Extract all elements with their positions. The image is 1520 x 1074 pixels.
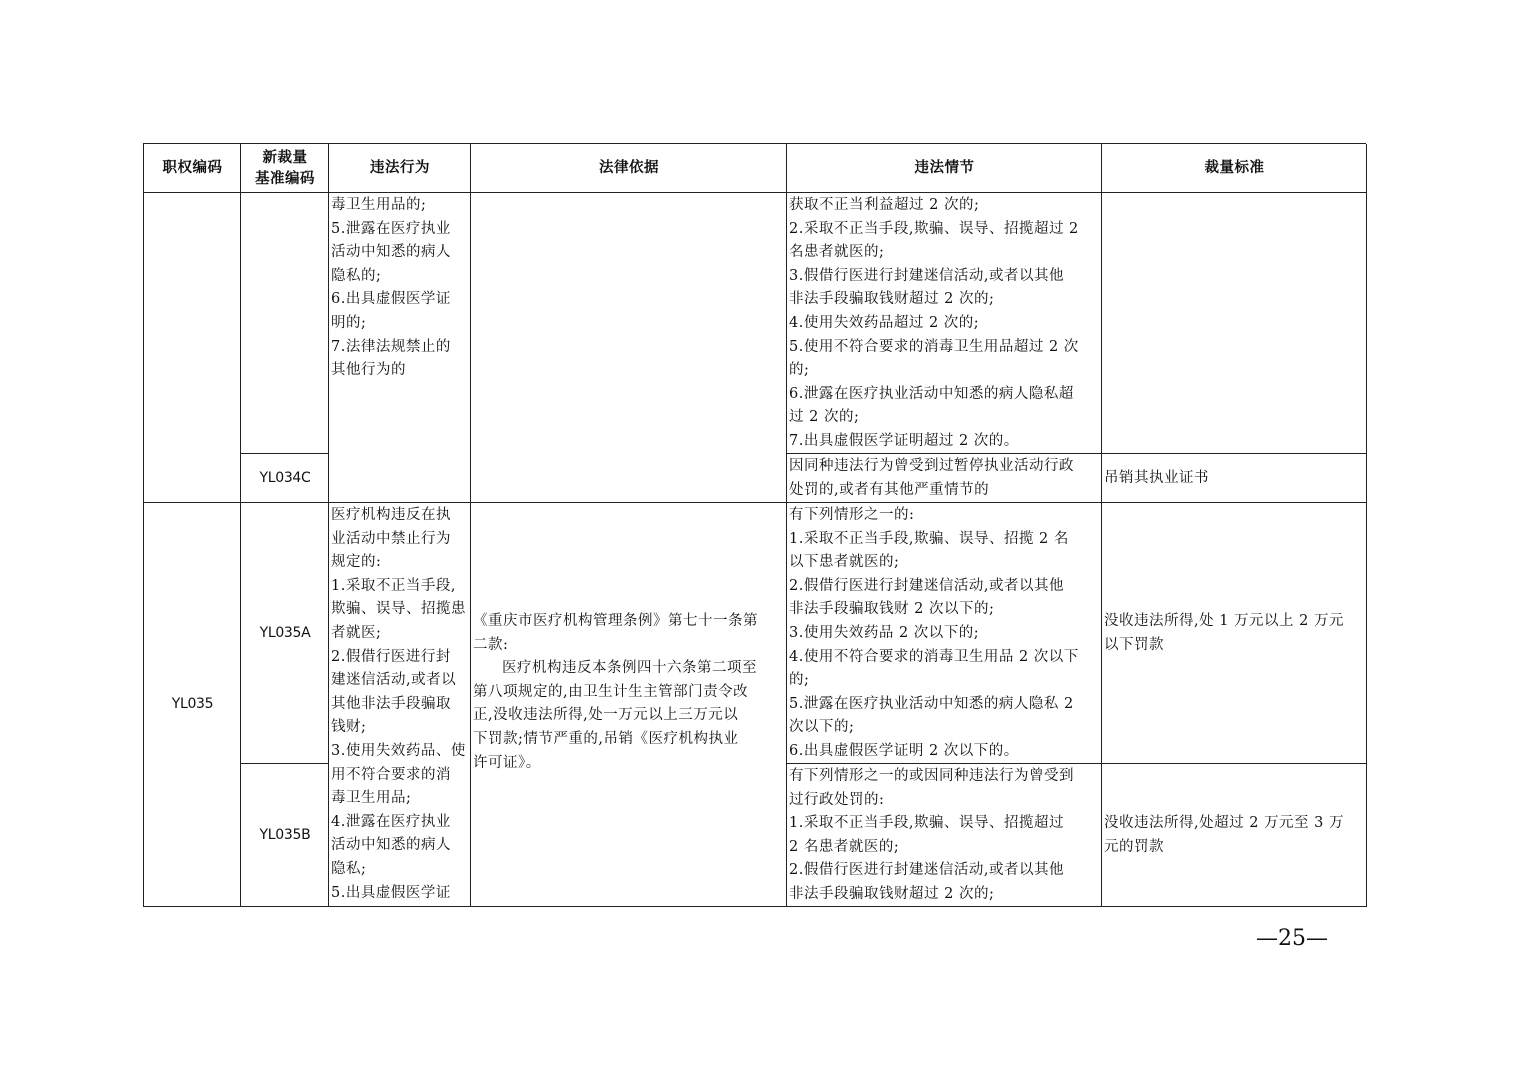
yl034c-standard-cell [1102,454,1367,503]
header-violation [329,144,471,193]
text-line: 获取不正当利益超过 2 次的; [789,197,980,213]
yl034c-code-cell [241,454,329,503]
text-line: 隐私; [331,860,367,877]
text-line: 过 2 次的; [789,409,860,426]
page-number: —25— [1256,926,1328,951]
text-line: 活动中知悉的病人 [331,244,451,261]
header-new-code [241,144,329,193]
text-line: 隐私的; [331,267,382,284]
text-line: 建迷信活动,或者以 [331,672,457,689]
yl034-legal-basis-cell [471,193,787,503]
text-line: 第八项规定的,由卫生计生主管部门责令改 [473,683,749,700]
header-violation-label: 违法行为 [370,160,430,176]
yl035-authority-code-cell [144,503,241,907]
text-line: 2 名患者就医的; [789,838,900,855]
text-line: 者就医; [331,624,382,641]
text-line: 3.使用失效药品 2 次以下的; [789,624,980,641]
yl035-violation-cell [329,503,471,907]
text-line: 5.出具虚假医学证 [331,884,451,901]
yl034c-standard: 吊销其执业证书 [1104,469,1209,486]
text-line: 《重庆市医疗机构管理条例》第七十一条第 [473,613,758,629]
text-line: 正,没收违法所得,处一万元以上三万元以 [473,707,739,724]
text-line: 6.泄露在医疗执业活动中知悉的病人隐私超 [789,385,1074,402]
header-circumstances-label: 违法情节 [914,160,975,176]
text-line: 非法手段骗取钱财 2 次以下的; [789,601,995,618]
text-line: 毒卫生用品的; [331,197,427,213]
yl034-authority-code-cell [144,193,241,503]
text-line: 欺骗、误导、招揽患 [331,601,466,618]
text-line: 处罚的,或者有其他严重情节的 [789,481,990,498]
text-line: 以下患者就医的; [789,554,900,571]
text-line: 5.使用不符合要求的消毒卫生用品超过 2 次 [789,338,1079,355]
text-line: 次以下的; [789,719,855,736]
text-line: 下罚款;情节严重的,吊销《医疗机构执业 [473,730,739,747]
text-line: 毒卫生用品; [331,790,412,807]
text-line: 1.采取不正当手段,欺骗、误导、招揽超过 [789,815,1064,832]
text-line: 3.假借行医进行封建迷信活动,或者以其他 [789,267,1064,284]
yl034b-standard-cell [1102,193,1367,454]
header-new-code-line2: 基准编码 [255,170,315,187]
text-line: 医疗机构违反在执 [331,507,451,523]
text-line: 7.法律法规禁止的 [331,338,451,355]
text-line: 2.假借行医进行封建迷信活动,或者以其他 [789,862,1064,879]
text-line: 许可证》。 [473,754,541,771]
text-line: 其他行为的 [331,362,406,379]
header-legal-basis [471,144,787,193]
text-line: 1.采取不正当手段, [331,577,456,594]
text-line: 非法手段骗取钱财超过 2 次的; [789,885,995,902]
text-line: 5.泄露在医疗执业活动中知悉的病人隐私 2 [789,695,1074,712]
text-line: 非法手段骗取钱财超过 2 次的; [789,291,995,308]
discretion-standard-table [143,143,1366,907]
text-line: 二款: [473,636,509,653]
text-line: 4.使用不符合要求的消毒卫生用品 2 次以下 [789,648,1079,665]
text-line: 以下罚款 [1104,636,1164,653]
text-line: 有下列情形之一的或因同种违法行为曾受到 [789,768,1074,784]
header-new-code-line1: 新裁量 [262,149,308,166]
text-line: 业活动中禁止行为 [331,530,451,547]
text-line: 1.采取不正当手段,欺骗、误导、招揽 2 名 [789,530,1069,547]
text-line: 名患者就医的; [789,244,885,261]
text-line: 3.使用失效药品、使 [331,742,466,759]
yl035b-standard-cell [1102,764,1367,907]
text-line: 2.采取不正当手段,欺骗、误导、招揽超过 2 [789,220,1079,237]
text-line: 医疗机构违反本条例四十六条第二项至 [502,660,757,677]
text-line: 其他非法手段骗取 [331,695,451,712]
yl034-violation-cell [329,193,471,503]
header-standard [1102,144,1367,193]
text-line: 2.假借行医进行封 [331,648,451,665]
text-line: 6.出具虚假医学证 [331,291,451,308]
text-line: 5.泄露在医疗执业 [331,220,451,237]
yl035-legal-basis-cell [471,503,787,907]
text-line: 的; [789,672,810,689]
text-line: 4.使用失效药品超过 2 次的; [789,314,980,331]
text-line: 没收违法所得,处超过 2 万元至 3 万 [1104,814,1344,831]
yl035b-circumstances-cell [787,764,1102,907]
text-line: 活动中知悉的病人 [331,837,451,854]
header-authority-code [144,144,241,193]
yl034b-code-cell [241,193,329,454]
yl035b-code: YL035B [259,826,311,843]
yl034c-code: YL034C [259,469,311,486]
header-authority-code-label: 职权编码 [162,160,223,176]
header-circumstances [787,144,1102,193]
header-standard-label: 裁量标准 [1204,160,1265,176]
text-line: 明的; [331,314,367,331]
yl034c-circumstances-cell [787,454,1102,503]
yl035b-code-cell [241,764,329,907]
yl035a-standard-cell [1102,503,1367,764]
yl035a-code: YL035A [259,624,311,641]
text-line: 2.假借行医进行封建迷信活动,或者以其他 [789,577,1064,594]
yl035a-circumstances-cell [787,503,1102,764]
text-line: 7.出具虚假医学证明超过 2 次的。 [789,432,1019,449]
text-line: 的; [789,362,810,379]
text-line: 没收违法所得,处 1 万元以上 2 万元 [1104,612,1344,629]
text-line: 有下列情形之一的: [789,507,915,523]
text-line: 元的罚款 [1104,838,1164,855]
text-line: 4.泄露在医疗执业 [331,813,451,830]
text-line: 过行政处罚的: [789,791,885,808]
yl034b-circumstances-cell [787,193,1102,454]
text-line: 6.出具虚假医学证明 2 次以下的。 [789,742,1019,759]
text-line: 钱财; [331,719,367,736]
text-line: 规定的: [331,554,382,571]
yl035a-code-cell [241,503,329,764]
yl035-authority-code: YL035 [171,696,214,713]
text-line: 用不符合要求的消 [331,766,451,783]
text-line: 因同种违法行为曾受到过暂停执业活动行政 [789,458,1074,474]
header-legal-basis-label: 法律依据 [599,160,659,176]
